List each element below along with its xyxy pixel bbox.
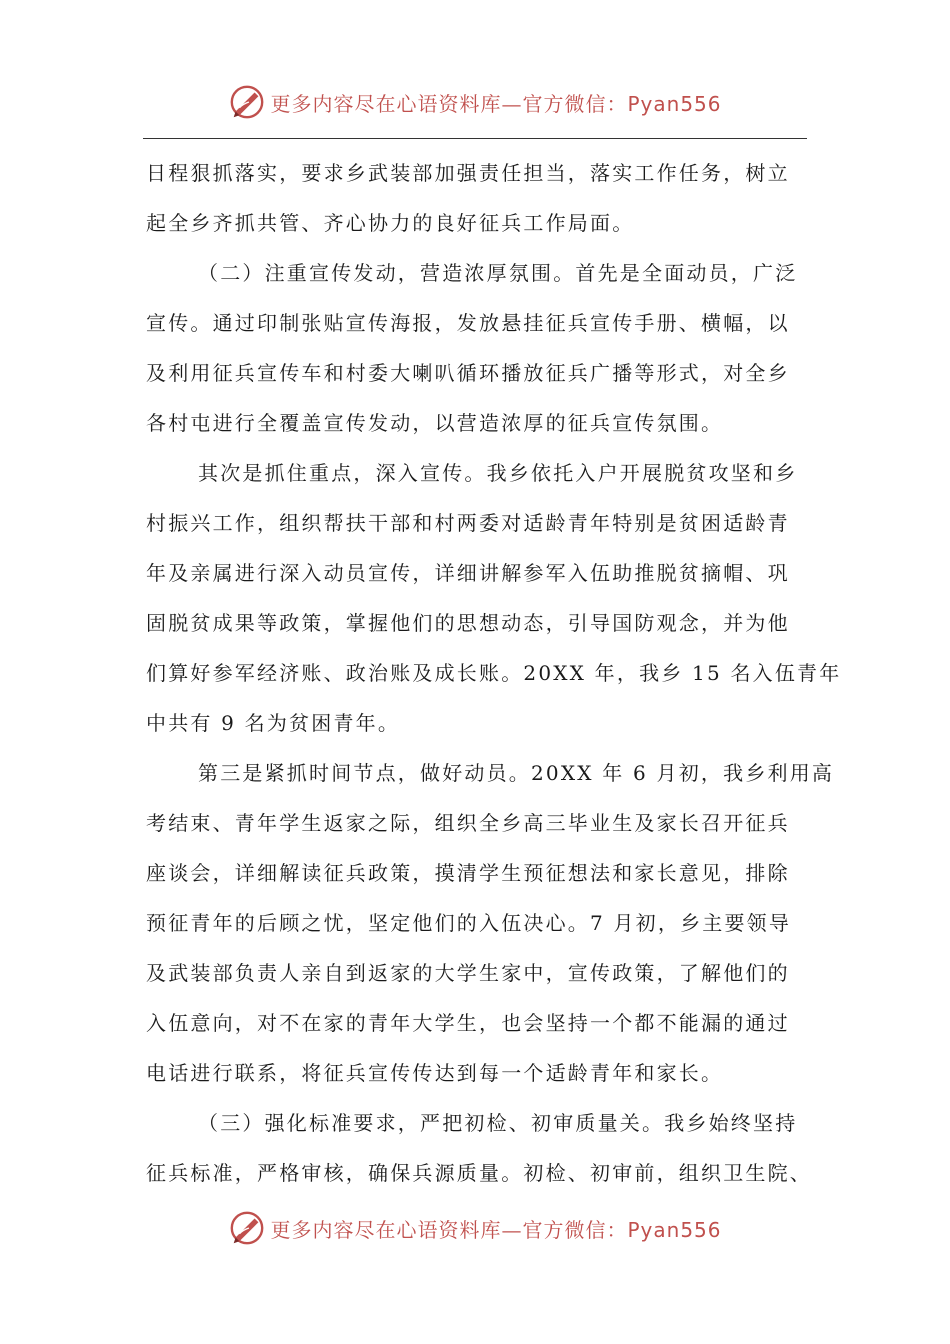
text-line: （二）注重宣传发动，营造浓厚氛围。首先是全面动员，广泛 [198, 261, 798, 285]
text-line: 日程狠抓落实，要求乡武装部加强责任担当，落实工作任务，树立 [146, 161, 790, 185]
paragraph [146, 748, 835, 1098]
pen-logo-icon [228, 83, 266, 121]
text-line: 其次是抓住重点，深入宣传。我乡依托入户开展脱贫攻坚和乡 [198, 461, 798, 485]
paragraph [146, 1098, 812, 1198]
document-body [146, 148, 842, 1198]
text-line: 及武装部负责人亲自到返家的大学生家中，宣传政策，了解他们的 [146, 961, 790, 985]
text-line: 第三是紧抓时间节点，做好动员。20XX 年 6 月初，我乡利用高 [198, 761, 835, 785]
text-line: 固脱贫成果等政策，掌握他们的思想动态，引导国防观念，并为他 [146, 611, 790, 635]
text-line: 及利用征兵宣传车和村委大喇叭循环播放征兵广播等形式，对全乡 [146, 361, 790, 385]
paragraph [146, 248, 806, 448]
text-line: 座谈会，详细解读征兵政策，摸清学生预征想法和家长意见，排除 [146, 861, 790, 885]
text-line: 年及亲属进行深入动员宣传，详细讲解参军入伍助推脱贫摘帽、巩 [146, 561, 790, 585]
text-line: 宣传。通过印制张贴宣传海报，发放悬挂征兵宣传手册、横幅，以 [146, 311, 790, 335]
text-line: 们算好参军经济账、政治账及成长账。20XX 年，我乡 15 名入伍青年 [146, 661, 842, 685]
text-line: （三）强化标准要求，严把初检、初审质量关。我乡始终坚持 [198, 1111, 798, 1135]
paragraph [146, 448, 842, 748]
pen-logo-icon [228, 1209, 266, 1247]
text-line: 入伍意向，对不在家的青年大学生，也会坚持一个都不能漏的通过 [146, 1011, 790, 1035]
text-line: 起全乡齐抓共管、齐心协力的良好征兵工作局面。 [146, 211, 635, 235]
footer-banner [0, 1206, 950, 1250]
text-line: 村振兴工作，组织帮扶干部和村两委对适龄青年特别是贫困适龄青 [146, 511, 790, 535]
footer-banner-text: 更多内容尽在心语资料库—官方微信：Pyan556 [270, 1217, 722, 1242]
text-line: 考结束、青年学生返家之际，组织全乡高三毕业生及家长召开征兵 [146, 811, 790, 835]
text-line: 电话进行联系，将征兵宣传传达到每一个适龄青年和家长。 [146, 1061, 724, 1085]
paragraph [146, 148, 806, 248]
text-line: 预征青年的后顾之忧，坚定他们的入伍决心。7 月初，乡主要领导 [146, 911, 792, 935]
header-banner-text: 更多内容尽在心语资料库—官方微信：Pyan556 [270, 91, 722, 116]
text-line: 中共有 9 名为贫困青年。 [146, 711, 401, 735]
footer-wechat-id: Pyan556 [627, 1217, 722, 1242]
text-line: 征兵标准，严格审核，确保兵源质量。初检、初审前，组织卫生院、 [146, 1161, 812, 1185]
text-line: 各村屯进行全覆盖宣传发动，以营造浓厚的征兵宣传氛围。 [146, 411, 724, 435]
header-banner [0, 80, 950, 124]
header-wechat-id: Pyan556 [627, 91, 722, 116]
header-divider [143, 138, 807, 139]
